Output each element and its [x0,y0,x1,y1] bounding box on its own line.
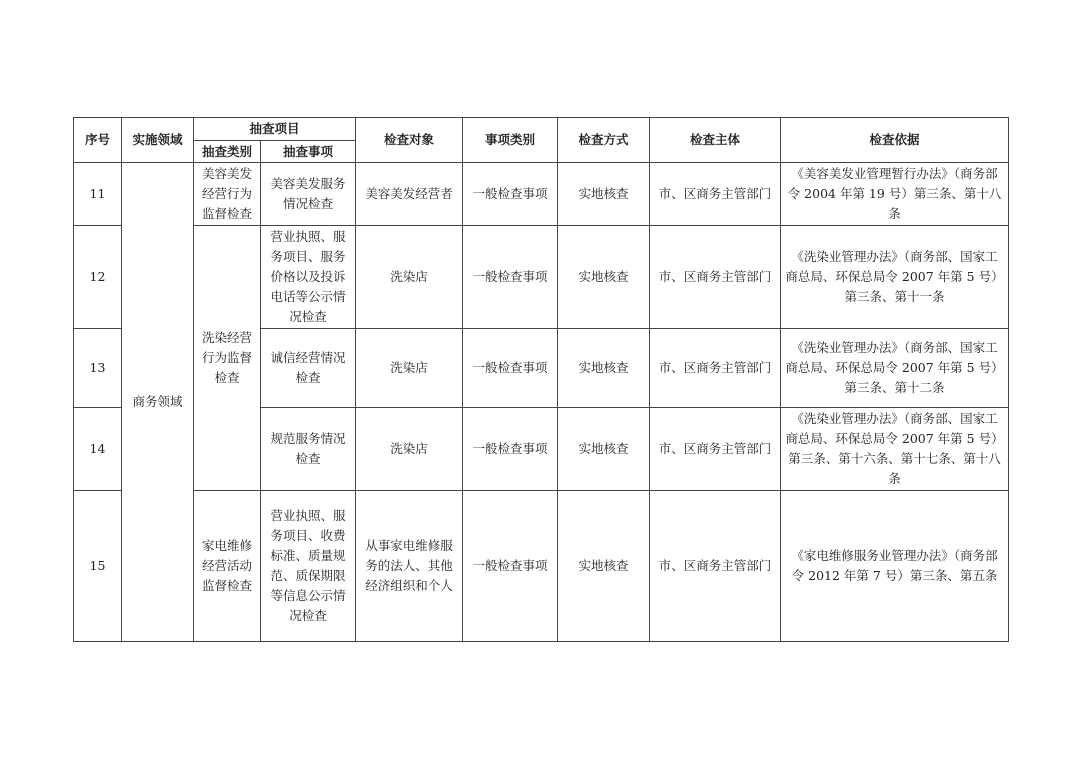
cell-matter: 营业执照、服 务项目、服务 价格以及投诉 电话等公示情 况检查 [261,226,356,329]
header-category: 抽查类别 [194,141,261,163]
cell-type: 一般检查事项 [463,163,558,226]
cell-seq: 12 [74,226,122,329]
cell-target: 洗染店 [356,408,463,491]
cell-seq: 13 [74,329,122,408]
cell-subject: 市、区商务主管部门 [650,226,781,329]
cell-matter: 营业执照、服 务项目、收费 标准、质量规 范、质保期限 等信息公示情 况检查 [261,491,356,642]
cell-matter: 美容美发服务 情况检查 [261,163,356,226]
cell-seq: 15 [74,491,122,642]
table-row [74,226,1009,329]
header-seq: 序号 [74,118,122,163]
cell-basis: 《美容美发业管理暂行办法》（商务部 令 2004 年第 19 号）第三条、第十八条 [781,163,1009,226]
cell-target: 洗染店 [356,329,463,408]
cell-method: 实地核查 [558,163,650,226]
table-row [74,491,1009,642]
header-subject: 检查主体 [650,118,781,163]
cell-matter: 规范服务情况 检查 [261,408,356,491]
cell-subject: 市、区商务主管部门 [650,163,781,226]
cell-method: 实地核查 [558,408,650,491]
cell-basis: 《洗染业管理办法》（商务部、国家工 商总局、环保总局令 2007 年第 5 号） 第三条、第十六条、第十七条、第十八 条 [781,408,1009,491]
header-target: 检查对象 [356,118,463,163]
cell-matter: 诚信经营情况 检查 [261,329,356,408]
cell-target: 从事家电维修服 务的法人、其他 经济组织和个人 [356,491,463,642]
cell-category: 美容美发 经营行为 监督检查 [194,163,261,226]
cell-method: 实地核查 [558,491,650,642]
table-row [74,163,1009,226]
header-domain: 实施领域 [122,118,194,163]
header-type: 事项类别 [463,118,558,163]
cell-basis: 《家电维修服务业管理办法》（商务部 令 2012 年第 7 号）第三条、第五条 [781,491,1009,642]
cell-category: 家电维修 经营活动 监督检查 [194,491,261,642]
cell-method: 实地核查 [558,329,650,408]
cell-target: 美容美发经营者 [356,163,463,226]
header-basis: 检查依据 [781,118,1009,163]
cell-method: 实地核查 [558,226,650,329]
cell-domain: 商务领域 [122,163,194,642]
cell-subject: 市、区商务主管部门 [650,329,781,408]
cell-subject: 市、区商务主管部门 [650,408,781,491]
cell-type: 一般检查事项 [463,491,558,642]
cell-category: 洗染经营 行为监督 检查 [194,226,261,491]
header-row [74,118,1009,141]
cell-type: 一般检查事项 [463,329,558,408]
header-matter: 抽查事项 [261,141,356,163]
cell-basis: 《洗染业管理办法》（商务部、国家工 商总局、环保总局令 2007 年第 5 号） 第三条、第十一条 [781,226,1009,329]
cell-type: 一般检查事项 [463,226,558,329]
cell-type: 一般检查事项 [463,408,558,491]
cell-target: 洗染店 [356,226,463,329]
cell-seq: 11 [74,163,122,226]
inspection-table [73,117,1009,642]
cell-seq: 14 [74,408,122,491]
header-method: 检查方式 [558,118,650,163]
cell-subject: 市、区商务主管部门 [650,491,781,642]
header-item-group: 抽查项目 [194,118,356,141]
cell-basis: 《洗染业管理办法》（商务部、国家工 商总局、环保总局令 2007 年第 5 号） 第三条、第十二条 [781,329,1009,408]
